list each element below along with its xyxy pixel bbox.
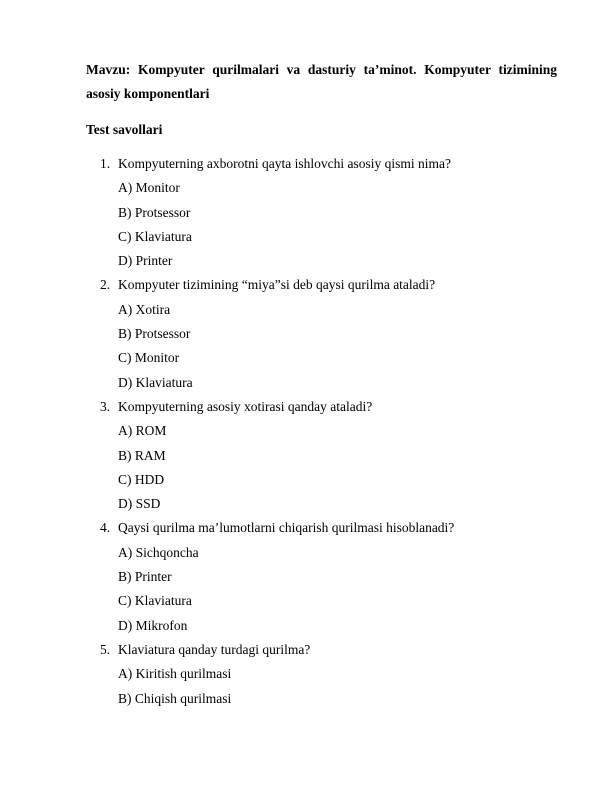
answer-option: A) Xotira	[118, 301, 171, 317]
question-item	[0, 397, 612, 518]
answer-option: B) RAM	[118, 447, 166, 463]
question-text: Kompyuter tizimining “miya”si deb qaysi qurilma ataladi?	[118, 277, 436, 293]
question-number: 2.	[100, 277, 111, 293]
question-item	[0, 640, 612, 713]
answer-option: A) ROM	[118, 423, 167, 439]
section-title: Test savollari	[86, 122, 163, 137]
answer-option: B) Protsessor	[118, 326, 191, 342]
answer-option: B) Chiqish qurilmasi	[118, 690, 232, 706]
answer-option: B) Protsessor	[118, 204, 191, 220]
question-text: Kompyuterning asosiy xotirasi qanday ataladi?	[118, 398, 373, 414]
question-item	[0, 154, 612, 275]
answer-option: C) Klaviatura	[118, 228, 192, 244]
question-text: Klaviatura qanday turdagi qurilma?	[118, 641, 311, 657]
question-text: Kompyuterning axborotni qayta ishlovchi asosiy qismi nima?	[118, 156, 451, 171]
answer-option: D) SSD	[118, 496, 161, 512]
answer-option: D) Klaviatura	[118, 374, 193, 390]
answer-option: B) Printer	[118, 569, 172, 585]
question-item	[0, 518, 612, 639]
question-item	[0, 275, 612, 396]
answer-option: A) Kiritish qurilmasi	[118, 666, 232, 682]
question-number: 4.	[100, 520, 111, 536]
question-list	[0, 154, 612, 713]
question-number: 1.	[100, 156, 111, 171]
answer-option: A) Sichqoncha	[118, 544, 199, 560]
document-heading: Mavzu: Kompyuter qurilmalari va dasturiy ta’minot. Kompyuter tizimining asosiy komponentlari	[86, 62, 557, 101]
answer-option: C) Monitor	[118, 350, 180, 366]
answer-option: D) Printer	[118, 253, 173, 269]
answer-option: A) Monitor	[118, 180, 180, 196]
answer-option: C) Klaviatura	[118, 593, 192, 609]
answer-option: C) HDD	[118, 471, 165, 487]
question-number: 3.	[100, 398, 111, 414]
question-number: 5.	[100, 641, 111, 657]
question-text: Qaysi qurilma ma’lumotlarni chiqarish qurilmasi hisoblanadi?	[118, 520, 455, 536]
answer-option: D) Mikrofon	[118, 617, 188, 633]
